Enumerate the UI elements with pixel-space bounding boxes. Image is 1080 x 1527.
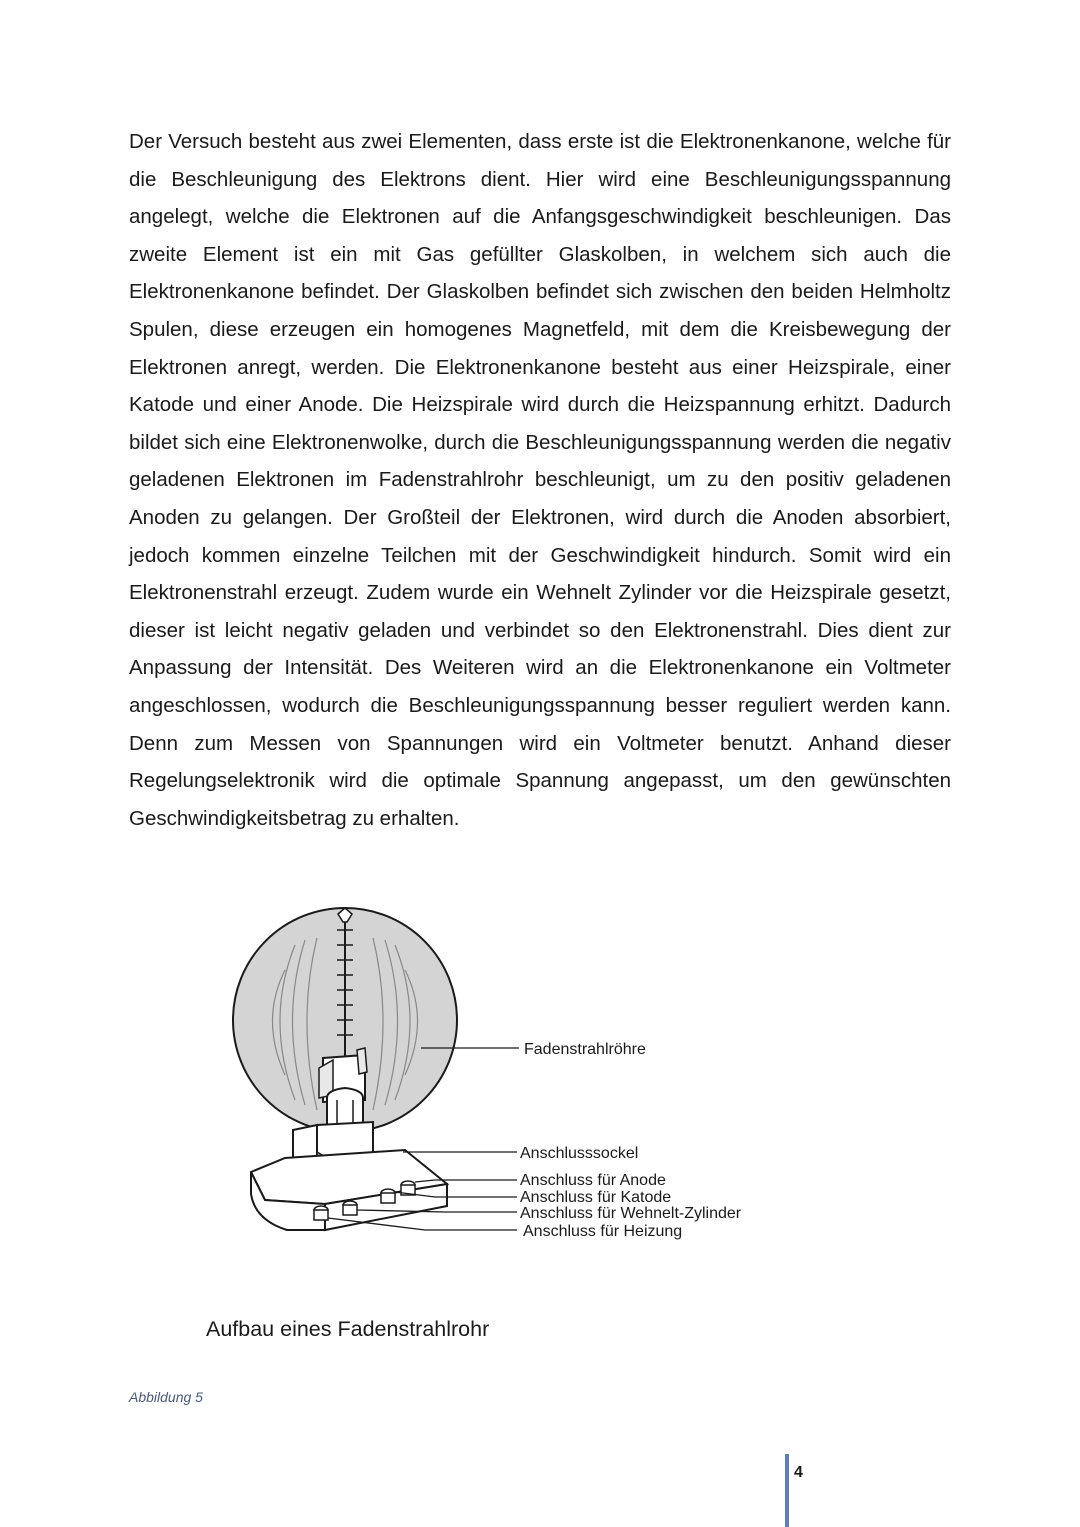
label-anschluss-wehnelt: Anschluss für Wehnelt-Zylinder [520, 1205, 742, 1222]
fadenstrahlrohr-diagram [225, 900, 785, 1290]
figure-fadenstrahlrohr [225, 900, 785, 1290]
body-paragraph: Der Versuch besteht aus zwei Elementen, dass erste ist die Elektronenkanone, welche für die Beschleunigung des Elektrons dient. Hier wird eine Beschleunigungsspannung angelegt, welche die Elektronen auf die Anfangsgeschwindigkeit beschleunigen. Das zweite Element ist ein mit Gas gefüllter Glaskolben, in welchem sich auch die Elektronenkanone befindet. Der Glaskolben befindet sich zwischen den beiden Helmholtz Spulen, diese erzeugen ein homogenes Magnetfeld, mit dem die Kreisbewegung der Elektronen anregt, werden. Die Elektronenkanone besteht aus einer Heizspirale, einer Katode und einer Anode. Die Heizspirale wird durch die Heizspannung erhitzt. Dadurch bildet sich eine Elektronenwolke, durch die Beschleunigungsspannung werden die negativ geladenen Elektronen im Fadenstrahlrohr beschleunigt, um zu den positiv geladenen Anoden zu gelangen. Der Großteil der Elektronen, wird durch die Anoden absorbiert, jedoch kommen einzelne Teilchen mit der Geschwindigkeit hindurch. Somit wird ein Elektronenstrahl erzeugt. Zudem wurde ein Wehnelt Zylinder vor die Heizspirale gesetzt, dieser ist leicht negativ geladen und verbindet so den Elektronenstrahl. Dies dient zur Anpassung der Intensität. Des Weiteren wird an die Elektronenkanone ein Voltmeter angeschlossen, wodurch die Beschleunigungsspannung besser reguliert werden kann. Denn zum Messen von Spannungen wird ein Voltmeter benutzt. Anhand dieser Regelungselektronik wird die optimale Spannung angepasst, um den gewünschten Geschwindigkeitsbetrag zu erhalten. [129, 130, 951, 830]
figure-caption: Abbildung 5 [129, 1389, 203, 1405]
page-number: 4 [794, 1464, 803, 1481]
figure-title: Aufbau eines Fadenstrahlrohr [206, 1317, 490, 1341]
label-anschlusssockel: Anschlusssockel [520, 1145, 639, 1162]
label-fadenstrahlroehre: Fadenstrahlröhre [524, 1041, 646, 1058]
label-anschluss-anode: Anschluss für Anode [520, 1172, 666, 1189]
label-anschluss-katode: Anschluss für Katode [520, 1189, 672, 1206]
label-anschluss-heizung: Anschluss für Heizung [523, 1223, 683, 1240]
page-number-bar [785, 1454, 789, 1527]
